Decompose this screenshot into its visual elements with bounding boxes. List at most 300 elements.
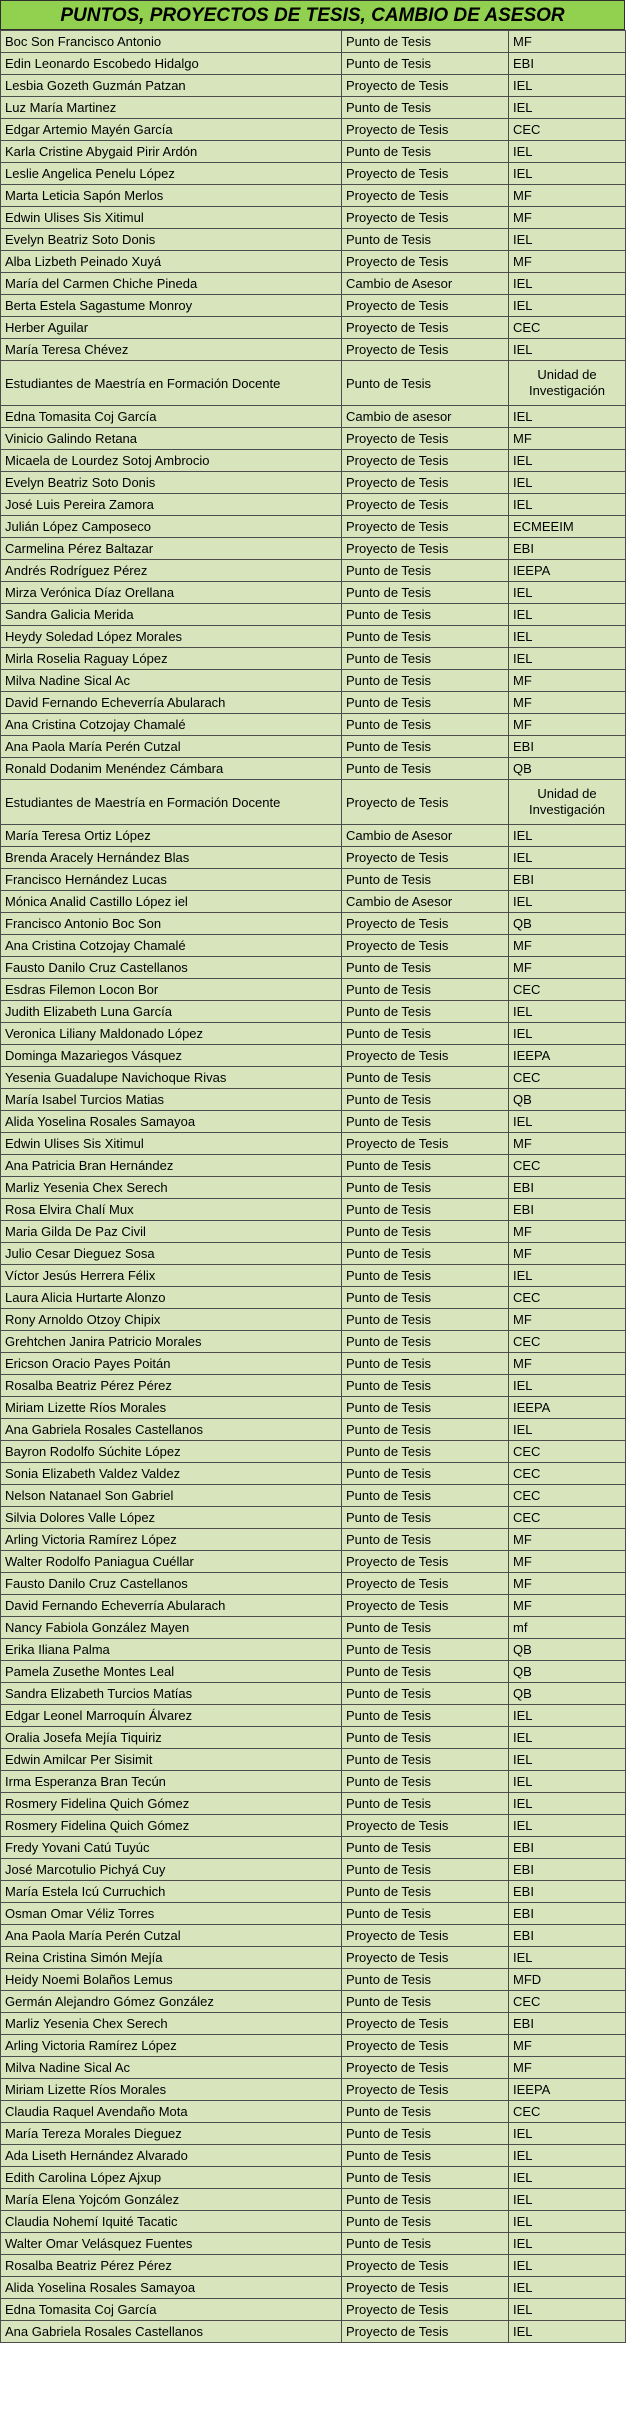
request-type-cell: Punto de Tesis xyxy=(342,1309,509,1331)
table-row xyxy=(1,361,626,406)
table-row xyxy=(1,626,626,648)
table-row xyxy=(1,1947,626,1969)
student-name-cell: Mónica Analid Castillo López iel xyxy=(1,891,342,913)
request-type-cell: Proyecto de Tesis xyxy=(342,847,509,869)
request-type-cell: Punto de Tesis xyxy=(342,31,509,53)
student-name-cell: Milva Nadine Sical Ac xyxy=(1,670,342,692)
program-cell: IEL xyxy=(509,1419,626,1441)
request-type-cell: Proyecto de Tesis xyxy=(342,538,509,560)
table-row xyxy=(1,273,626,295)
program-cell: MF xyxy=(509,1573,626,1595)
table-row xyxy=(1,1793,626,1815)
request-type-cell: Proyecto de Tesis xyxy=(342,75,509,97)
student-name-cell: María Estela Icú Curruchich xyxy=(1,1881,342,1903)
table-row xyxy=(1,2211,626,2233)
program-cell: QB xyxy=(509,1683,626,1705)
table-row xyxy=(1,1705,626,1727)
program-cell: QB xyxy=(509,1639,626,1661)
request-type-cell: Proyecto de Tesis xyxy=(342,1551,509,1573)
student-name-cell: Grehtchen Janira Patricio Morales xyxy=(1,1331,342,1353)
request-type-cell: Punto de Tesis xyxy=(342,1001,509,1023)
request-type-cell: Punto de Tesis xyxy=(342,1661,509,1683)
student-name-cell: José Luis Pereira Zamora xyxy=(1,494,342,516)
table-row xyxy=(1,185,626,207)
request-type-cell: Punto de Tesis xyxy=(342,1397,509,1419)
program-cell: IEL xyxy=(509,1749,626,1771)
program-cell: IEEPA xyxy=(509,1397,626,1419)
table-row xyxy=(1,1881,626,1903)
request-type-cell: Punto de Tesis xyxy=(342,1617,509,1639)
table-row xyxy=(1,979,626,1001)
table-row xyxy=(1,758,626,780)
student-name-cell: Yesenia Guadalupe Navichoque Rivas xyxy=(1,1067,342,1089)
student-name-cell: Claudia Raquel Avendaño Mota xyxy=(1,2101,342,2123)
program-cell: CEC xyxy=(509,2101,626,2123)
student-name-cell: Lesbia Gozeth Guzmán Patzan xyxy=(1,75,342,97)
student-name-cell: Sandra Galicia Merida xyxy=(1,604,342,626)
student-name-cell: Laura Alicia Hurtarte Alonzo xyxy=(1,1287,342,1309)
student-name-cell: Ericson Oracio Payes Poitán xyxy=(1,1353,342,1375)
student-name-cell: Boc Son Francisco Antonio xyxy=(1,31,342,53)
table-row xyxy=(1,2321,626,2343)
program-cell: IEL xyxy=(509,2277,626,2299)
table-row xyxy=(1,736,626,758)
table-row xyxy=(1,2013,626,2035)
student-name-cell: Heydy Soledad López Morales xyxy=(1,626,342,648)
request-type-cell: Punto de Tesis xyxy=(342,1639,509,1661)
request-type-cell: Punto de Tesis xyxy=(342,1353,509,1375)
request-type-cell: Punto de Tesis xyxy=(342,1089,509,1111)
program-cell: MF xyxy=(509,1133,626,1155)
request-type-cell: Punto de Tesis xyxy=(342,626,509,648)
student-name-cell: Marliz Yesenia Chex Serech xyxy=(1,2013,342,2035)
table-row xyxy=(1,714,626,736)
request-type-cell: Punto de Tesis xyxy=(342,1749,509,1771)
program-cell: IEL xyxy=(509,2255,626,2277)
student-name-cell: Estudiantes de Maestría en Formación Docente xyxy=(1,361,342,406)
table-row xyxy=(1,2123,626,2145)
table-row xyxy=(1,1815,626,1837)
table-row xyxy=(1,494,626,516)
request-type-cell: Punto de Tesis xyxy=(342,361,509,406)
request-type-cell: Proyecto de Tesis xyxy=(342,1595,509,1617)
program-cell: IEL xyxy=(509,1023,626,1045)
table-row xyxy=(1,516,626,538)
program-cell: IEL xyxy=(509,2233,626,2255)
student-name-cell: Edgar Leonel Marroquín Álvarez xyxy=(1,1705,342,1727)
table-row xyxy=(1,1727,626,1749)
program-cell: EBI xyxy=(509,1881,626,1903)
program-cell: IEL xyxy=(509,2145,626,2167)
request-type-cell: Punto de Tesis xyxy=(342,1221,509,1243)
table-row xyxy=(1,1463,626,1485)
program-cell: IEL xyxy=(509,1793,626,1815)
program-cell: MF xyxy=(509,1243,626,1265)
request-type-cell: Punto de Tesis xyxy=(342,560,509,582)
request-type-cell: Punto de Tesis xyxy=(342,97,509,119)
program-cell: CEC xyxy=(509,1991,626,2013)
request-type-cell: Punto de Tesis xyxy=(342,1859,509,1881)
request-type-cell: Punto de Tesis xyxy=(342,736,509,758)
program-cell: IEL xyxy=(509,2167,626,2189)
program-cell: MF xyxy=(509,1221,626,1243)
table-row xyxy=(1,1023,626,1045)
request-type-cell: Punto de Tesis xyxy=(342,1727,509,1749)
program-cell: IEL xyxy=(509,847,626,869)
program-cell: IEL xyxy=(509,141,626,163)
student-name-cell: Evelyn Beatriz Soto Donis xyxy=(1,472,342,494)
student-name-cell: Julio Cesar Dieguez Sosa xyxy=(1,1243,342,1265)
program-cell: MF xyxy=(509,692,626,714)
program-cell: IEEPA xyxy=(509,1045,626,1067)
student-name-cell: Ronald Dodanim Menéndez Cámbara xyxy=(1,758,342,780)
request-type-cell: Proyecto de Tesis xyxy=(342,913,509,935)
table-row xyxy=(1,2057,626,2079)
request-type-cell: Punto de Tesis xyxy=(342,1111,509,1133)
table-row xyxy=(1,1485,626,1507)
request-type-cell: Punto de Tesis xyxy=(342,1793,509,1815)
table-row xyxy=(1,53,626,75)
student-name-cell: Arling Victoria Ramírez López xyxy=(1,1529,342,1551)
student-name-cell: Ana Cristina Cotzojay Chamalé xyxy=(1,935,342,957)
program-cell: EBI xyxy=(509,869,626,891)
student-name-cell: Herber Aguilar xyxy=(1,317,342,339)
student-name-cell: Esdras Filemon Locon Bor xyxy=(1,979,342,1001)
student-name-cell: Andrés Rodríguez Pérez xyxy=(1,560,342,582)
table-row xyxy=(1,957,626,979)
student-name-cell: Berta Estela Sagastume Monroy xyxy=(1,295,342,317)
program-cell: EBI xyxy=(509,53,626,75)
request-type-cell: Proyecto de Tesis xyxy=(342,2057,509,2079)
table-row xyxy=(1,428,626,450)
student-name-cell: Edwin Amilcar Per Sisimit xyxy=(1,1749,342,1771)
table-row xyxy=(1,1837,626,1859)
request-type-cell: Cambio de Asesor xyxy=(342,825,509,847)
request-type-cell: Punto de Tesis xyxy=(342,2233,509,2255)
student-name-cell: Karla Cristine Abygaid Pirir Ardón xyxy=(1,141,342,163)
program-cell: MF xyxy=(509,670,626,692)
request-type-cell: Cambio de Asesor xyxy=(342,273,509,295)
table-row xyxy=(1,141,626,163)
program-cell: Unidad de Investigación xyxy=(509,780,626,825)
program-cell: IEL xyxy=(509,163,626,185)
student-name-cell: Claudia Nohemí Iquité Tacatic xyxy=(1,2211,342,2233)
request-type-cell: Proyecto de Tesis xyxy=(342,780,509,825)
request-type-cell: Punto de Tesis xyxy=(342,758,509,780)
student-name-cell: María Elena Yojcóm González xyxy=(1,2189,342,2211)
table-row xyxy=(1,207,626,229)
table-row xyxy=(1,2101,626,2123)
program-cell: IEL xyxy=(509,229,626,251)
records-table xyxy=(0,30,626,2343)
request-type-cell: Punto de Tesis xyxy=(342,1463,509,1485)
student-name-cell: Walter Omar Velásquez Fuentes xyxy=(1,2233,342,2255)
program-cell: MF xyxy=(509,2057,626,2079)
request-type-cell: Proyecto de Tesis xyxy=(342,494,509,516)
table-row xyxy=(1,1287,626,1309)
student-name-cell: María Tereza Morales Dieguez xyxy=(1,2123,342,2145)
request-type-cell: Proyecto de Tesis xyxy=(342,2255,509,2277)
table-row xyxy=(1,1925,626,1947)
program-cell: QB xyxy=(509,758,626,780)
student-name-cell: Edwin Ulises Sis Xitimul xyxy=(1,1133,342,1155)
program-cell: MF xyxy=(509,31,626,53)
student-name-cell: Edna Tomasita Coj García xyxy=(1,2299,342,2321)
program-cell: CEC xyxy=(509,1331,626,1353)
request-type-cell: Proyecto de Tesis xyxy=(342,2035,509,2057)
request-type-cell: Punto de Tesis xyxy=(342,1287,509,1309)
student-name-cell: Ana Gabriela Rosales Castellanos xyxy=(1,1419,342,1441)
student-name-cell: Arling Victoria Ramírez López xyxy=(1,2035,342,2057)
table-row xyxy=(1,1397,626,1419)
table-row xyxy=(1,2255,626,2277)
student-name-cell: David Fernando Echeverría Abularach xyxy=(1,692,342,714)
program-cell: IEL xyxy=(509,648,626,670)
request-type-cell: Punto de Tesis xyxy=(342,1991,509,2013)
program-cell: CEC xyxy=(509,1067,626,1089)
table-row xyxy=(1,1595,626,1617)
table-row xyxy=(1,1639,626,1661)
student-name-cell: Ada Liseth Hernández Alvarado xyxy=(1,2145,342,2167)
student-name-cell: Ana Paola María Perén Cutzal xyxy=(1,736,342,758)
student-name-cell: Ana Patricia Bran Hernández xyxy=(1,1155,342,1177)
program-cell: IEL xyxy=(509,582,626,604)
table-row xyxy=(1,1859,626,1881)
student-name-cell: Francisco Hernández Lucas xyxy=(1,869,342,891)
program-cell: MF xyxy=(509,428,626,450)
request-type-cell: Punto de Tesis xyxy=(342,714,509,736)
table-row xyxy=(1,2035,626,2057)
table-row xyxy=(1,582,626,604)
table-row xyxy=(1,2189,626,2211)
program-cell: IEL xyxy=(509,2299,626,2321)
student-name-cell: Erika Iliana Palma xyxy=(1,1639,342,1661)
request-type-cell: Proyecto de Tesis xyxy=(342,251,509,273)
request-type-cell: Proyecto de Tesis xyxy=(342,2299,509,2321)
table-row xyxy=(1,1045,626,1067)
request-type-cell: Punto de Tesis xyxy=(342,2167,509,2189)
request-type-cell: Punto de Tesis xyxy=(342,1529,509,1551)
request-type-cell: Punto de Tesis xyxy=(342,957,509,979)
program-cell: MF xyxy=(509,2035,626,2057)
program-cell: IEL xyxy=(509,406,626,428)
program-cell: CEC xyxy=(509,1485,626,1507)
request-type-cell: Punto de Tesis xyxy=(342,582,509,604)
program-cell: CEC xyxy=(509,119,626,141)
student-name-cell: Miriam Lizette Ríos Morales xyxy=(1,1397,342,1419)
student-name-cell: Silvia Dolores Valle López xyxy=(1,1507,342,1529)
student-name-cell: Francisco Antonio Boc Son xyxy=(1,913,342,935)
program-cell: IEL xyxy=(509,891,626,913)
table-row xyxy=(1,75,626,97)
request-type-cell: Proyecto de Tesis xyxy=(342,1133,509,1155)
request-type-cell: Punto de Tesis xyxy=(342,2145,509,2167)
table-row xyxy=(1,825,626,847)
student-name-cell: Sonia Elizabeth Valdez Valdez xyxy=(1,1463,342,1485)
table-row xyxy=(1,1067,626,1089)
table-row xyxy=(1,1969,626,1991)
program-cell: IEL xyxy=(509,75,626,97)
sheet-title: PUNTOS, PROYECTOS DE TESIS, CAMBIO DE ASESOR xyxy=(0,0,625,30)
table-row xyxy=(1,1309,626,1331)
student-name-cell: Víctor Jesús Herrera Félix xyxy=(1,1265,342,1287)
table-row xyxy=(1,1441,626,1463)
student-name-cell: Oralia Josefa Mejía Tiquiriz xyxy=(1,1727,342,1749)
table-row xyxy=(1,229,626,251)
request-type-cell: Punto de Tesis xyxy=(342,1331,509,1353)
table-row xyxy=(1,1375,626,1397)
program-cell: CEC xyxy=(509,979,626,1001)
student-name-cell: Rony Arnoldo Otzoy Chipix xyxy=(1,1309,342,1331)
request-type-cell: Cambio de Asesor xyxy=(342,891,509,913)
program-cell: IEL xyxy=(509,494,626,516)
table-row xyxy=(1,2233,626,2255)
program-cell: MF xyxy=(509,957,626,979)
program-cell: IEL xyxy=(509,450,626,472)
student-name-cell: Walter Rodolfo Paniagua Cuéllar xyxy=(1,1551,342,1573)
student-name-cell: Julián López Camposeco xyxy=(1,516,342,538)
program-cell: IEL xyxy=(509,1001,626,1023)
table-row xyxy=(1,317,626,339)
program-cell: CEC xyxy=(509,1463,626,1485)
request-type-cell: Proyecto de Tesis xyxy=(342,2013,509,2035)
request-type-cell: Proyecto de Tesis xyxy=(342,317,509,339)
table-row xyxy=(1,1661,626,1683)
student-name-cell: Ana Cristina Cotzojay Chamalé xyxy=(1,714,342,736)
request-type-cell: Proyecto de Tesis xyxy=(342,472,509,494)
request-type-cell: Proyecto de Tesis xyxy=(342,1573,509,1595)
table-row xyxy=(1,604,626,626)
table-row xyxy=(1,472,626,494)
program-cell: MF xyxy=(509,1551,626,1573)
student-name-cell: Edin Leonardo Escobedo Hidalgo xyxy=(1,53,342,75)
student-name-cell: Rosalba Beatriz Pérez Pérez xyxy=(1,1375,342,1397)
table-row xyxy=(1,1133,626,1155)
request-type-cell: Punto de Tesis xyxy=(342,1265,509,1287)
request-type-cell: Punto de Tesis xyxy=(342,604,509,626)
request-type-cell: Punto de Tesis xyxy=(342,2211,509,2233)
student-name-cell: Germán Alejandro Gómez González xyxy=(1,1991,342,2013)
table-row xyxy=(1,119,626,141)
request-type-cell: Punto de Tesis xyxy=(342,1837,509,1859)
table-row xyxy=(1,1529,626,1551)
student-name-cell: Maria Gilda De Paz Civil xyxy=(1,1221,342,1243)
request-type-cell: Punto de Tesis xyxy=(342,648,509,670)
student-name-cell: María Teresa Chévez xyxy=(1,339,342,361)
table-row xyxy=(1,1749,626,1771)
program-cell: MF xyxy=(509,1595,626,1617)
student-name-cell: Vinicio Galindo Retana xyxy=(1,428,342,450)
request-type-cell: Proyecto de Tesis xyxy=(342,2321,509,2343)
program-cell: IEL xyxy=(509,2189,626,2211)
program-cell: MF xyxy=(509,714,626,736)
table-row xyxy=(1,538,626,560)
request-type-cell: Punto de Tesis xyxy=(342,692,509,714)
student-name-cell: Evelyn Beatriz Soto Donis xyxy=(1,229,342,251)
table-row xyxy=(1,1331,626,1353)
table-row xyxy=(1,913,626,935)
table-row xyxy=(1,2079,626,2101)
student-name-cell: Nelson Natanael Son Gabriel xyxy=(1,1485,342,1507)
table-row xyxy=(1,1771,626,1793)
program-cell: EBI xyxy=(509,538,626,560)
table-row xyxy=(1,406,626,428)
program-cell: MF xyxy=(509,251,626,273)
program-cell: IEL xyxy=(509,339,626,361)
program-cell: CEC xyxy=(509,317,626,339)
table-row xyxy=(1,1683,626,1705)
table-row xyxy=(1,1221,626,1243)
program-cell: EBI xyxy=(509,2013,626,2035)
table-row xyxy=(1,2167,626,2189)
student-name-cell: Miriam Lizette Ríos Morales xyxy=(1,2079,342,2101)
student-name-cell: Alba Lizbeth Peinado Xuyá xyxy=(1,251,342,273)
request-type-cell: Punto de Tesis xyxy=(342,1199,509,1221)
program-cell: MF xyxy=(509,207,626,229)
request-type-cell: Punto de Tesis xyxy=(342,229,509,251)
request-type-cell: Punto de Tesis xyxy=(342,1023,509,1045)
request-type-cell: Cambio de asesor xyxy=(342,406,509,428)
table-row xyxy=(1,1617,626,1639)
program-cell: CEC xyxy=(509,1507,626,1529)
program-cell: MF xyxy=(509,185,626,207)
program-cell: IEL xyxy=(509,1265,626,1287)
request-type-cell: Punto de Tesis xyxy=(342,1507,509,1529)
student-name-cell: Fausto Danilo Cruz Castellanos xyxy=(1,1573,342,1595)
request-type-cell: Punto de Tesis xyxy=(342,869,509,891)
program-cell: EBI xyxy=(509,1859,626,1881)
student-name-cell: Judith Elizabeth Luna García xyxy=(1,1001,342,1023)
table-row xyxy=(1,339,626,361)
student-name-cell: Rosalba Beatriz Pérez Pérez xyxy=(1,2255,342,2277)
student-name-cell: Rosa Elvira Chalí Mux xyxy=(1,1199,342,1221)
program-cell: IEL xyxy=(509,626,626,648)
table-row xyxy=(1,1265,626,1287)
student-name-cell: David Fernando Echeverría Abularach xyxy=(1,1595,342,1617)
table-row xyxy=(1,1199,626,1221)
program-cell: CEC xyxy=(509,1287,626,1309)
student-name-cell: Edgar Artemio Mayén García xyxy=(1,119,342,141)
student-name-cell: Veronica Liliany Maldonado López xyxy=(1,1023,342,1045)
student-name-cell: Micaela de Lourdez Sotoj Ambrocio xyxy=(1,450,342,472)
request-type-cell: Punto de Tesis xyxy=(342,1441,509,1463)
request-type-cell: Punto de Tesis xyxy=(342,1419,509,1441)
request-type-cell: Punto de Tesis xyxy=(342,1969,509,1991)
request-type-cell: Proyecto de Tesis xyxy=(342,2277,509,2299)
table-row xyxy=(1,1419,626,1441)
program-cell: ECMEEIM xyxy=(509,516,626,538)
request-type-cell: Proyecto de Tesis xyxy=(342,516,509,538)
student-name-cell: Fredy Yovani Catú Tuyúc xyxy=(1,1837,342,1859)
program-cell: IEL xyxy=(509,2211,626,2233)
program-cell: IEEPA xyxy=(509,2079,626,2101)
student-name-cell: Ana Paola María Perén Cutzal xyxy=(1,1925,342,1947)
student-name-cell: María del Carmen Chiche Pineda xyxy=(1,273,342,295)
program-cell: IEL xyxy=(509,1375,626,1397)
student-name-cell: Carmelina Pérez Baltazar xyxy=(1,538,342,560)
program-cell: IEL xyxy=(509,1771,626,1793)
student-name-cell: Edith Carolina López Ajxup xyxy=(1,2167,342,2189)
request-type-cell: Punto de Tesis xyxy=(342,1485,509,1507)
program-cell: IEL xyxy=(509,604,626,626)
student-name-cell: Bayron Rodolfo Súchite López xyxy=(1,1441,342,1463)
program-cell: EBI xyxy=(509,1903,626,1925)
request-type-cell: Punto de Tesis xyxy=(342,2101,509,2123)
program-cell: IEL xyxy=(509,1947,626,1969)
table-row xyxy=(1,1507,626,1529)
program-cell: IEL xyxy=(509,1705,626,1727)
request-type-cell: Punto de Tesis xyxy=(342,2123,509,2145)
